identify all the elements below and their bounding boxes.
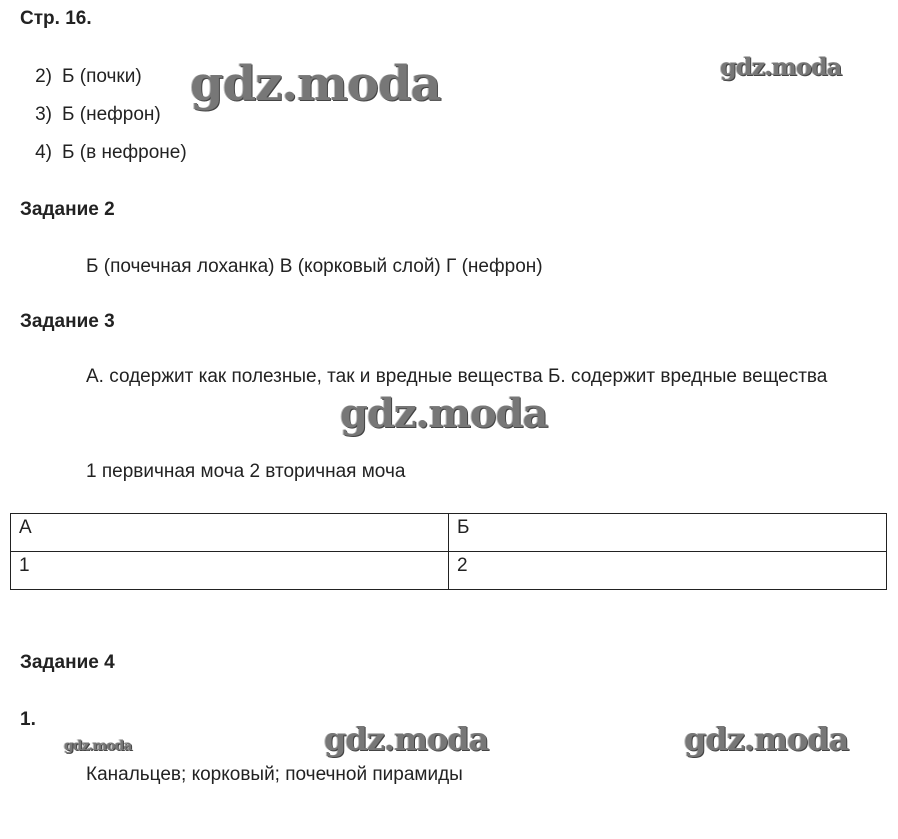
task2-answer: Б (почечная лоханка) В (корковый слой) Г (нефрон) (86, 256, 543, 277)
list-item-text: Б (почки) (62, 66, 142, 87)
table-cell-a: 1 (11, 552, 449, 590)
task4-item-number: 1. (20, 709, 36, 730)
list-item (26, 66, 142, 88)
watermark-logo: gdz.moda (684, 720, 849, 758)
page-label: Стр. 16. (20, 8, 92, 29)
list-item (26, 104, 161, 126)
list-item (26, 142, 187, 164)
list-item-number: 3) (35, 104, 52, 125)
list-item-number: 2) (35, 66, 52, 87)
table-cell-b: 2 (449, 552, 887, 590)
table-header-row (11, 514, 887, 552)
list-item-text: Б (нефрон) (62, 104, 161, 125)
table-header-cell-b: Б (449, 514, 887, 552)
watermark-logo: gdz.moda (720, 52, 842, 81)
watermark-logo: gdz.moda (324, 720, 489, 758)
table-header-cell-a: А (11, 514, 449, 552)
task4-answer: Канальцев; корковый; почечной пирамиды (86, 764, 463, 785)
list-item-text: Б (в нефроне) (62, 142, 187, 163)
answer-table (10, 513, 887, 590)
task3-paragraph: А. содержит как полезные, так и вредные вещества Б. содержит вредные вещества (86, 366, 828, 387)
task3-heading: Задание 3 (20, 311, 115, 332)
task3-line2: 1 первичная моча 2 вторичная моча (86, 461, 406, 482)
watermark-logo: gdz.moda (64, 738, 132, 754)
table-row (11, 552, 887, 590)
task4-heading: Задание 4 (20, 652, 115, 673)
watermark-logo: gdz.moda (190, 56, 441, 112)
task2-heading: Задание 2 (20, 199, 115, 220)
list-item-number: 4) (35, 142, 52, 163)
watermark-logo: gdz.moda (340, 390, 548, 437)
